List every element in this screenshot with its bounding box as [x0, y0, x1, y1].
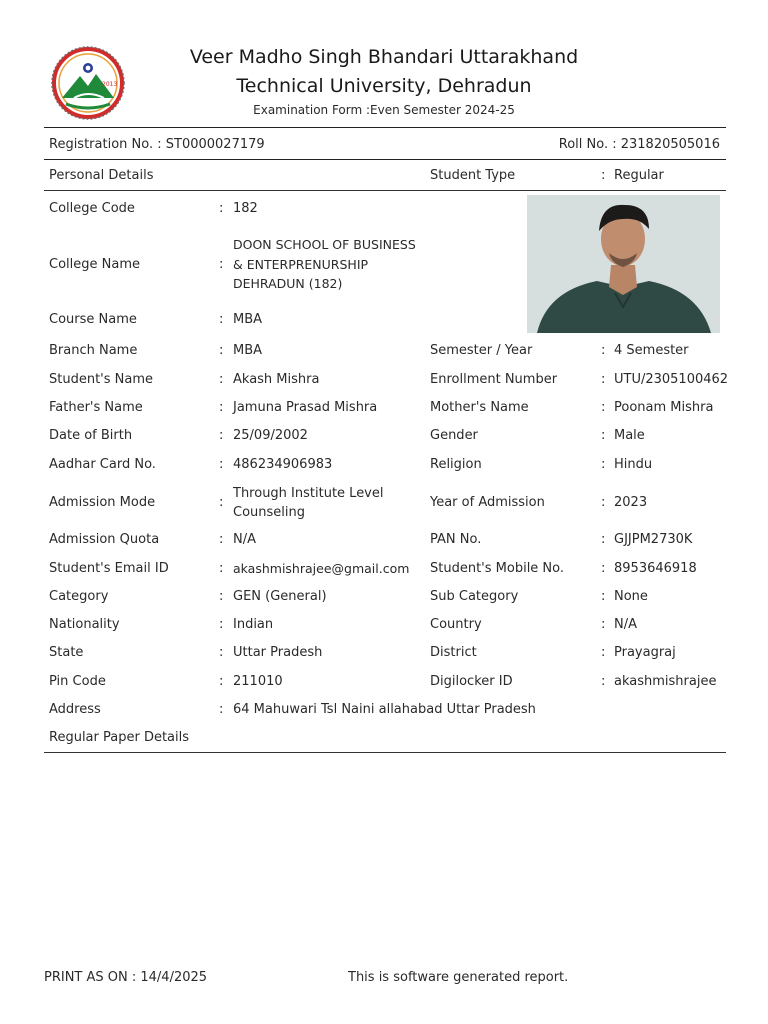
admission-mode-line1: Through Institute Level: [233, 486, 384, 501]
branch-name-label: Branch Name: [49, 343, 138, 358]
branch-name-value: MBA: [233, 343, 263, 358]
year-of-admission-label: Year of Admission: [430, 495, 545, 510]
state-label: State: [49, 645, 84, 660]
address-value: 64 Mahuwari Tsl Naini allahabad Uttar Pradesh: [233, 702, 536, 717]
colon: :: [219, 702, 224, 717]
student-name-value: Akash Mishra: [233, 372, 320, 387]
roll-number: Roll No. : 231820505016: [558, 137, 720, 152]
colon: :: [219, 674, 224, 689]
print-date: PRINT AS ON : 14/4/2025: [44, 970, 208, 985]
dob-label: Date of Birth: [49, 428, 133, 443]
enrollment-number-value: UTU/2305100462: [614, 372, 729, 387]
regular-divider: [44, 752, 726, 753]
district-label: District: [430, 645, 477, 660]
mother-name-value: Poonam Mishra: [614, 400, 714, 415]
college-name-line3: DEHRADUN (182): [233, 276, 343, 291]
college-code-value: 182: [233, 201, 258, 216]
meta-divider: [44, 159, 726, 160]
digilocker-value: akashmishrajee: [614, 674, 717, 689]
colon: :: [219, 495, 224, 510]
gender-value: Male: [614, 428, 645, 443]
gender-label: Gender: [430, 428, 478, 443]
semester-year-value: 4 Semester: [614, 343, 689, 358]
section-personal-details: Personal Details: [49, 168, 154, 183]
colon: :: [601, 674, 606, 689]
colon: :: [601, 617, 606, 632]
colon: :: [219, 312, 224, 327]
colon: :: [219, 257, 224, 272]
category-label: Category: [49, 589, 109, 604]
pin-code-value: 211010: [233, 674, 283, 689]
colon: :: [601, 645, 606, 660]
software-generated-note: This is software generated report.: [348, 970, 569, 985]
father-name-label: Father's Name: [49, 400, 143, 415]
header-divider: [44, 127, 726, 128]
religion-label: Religion: [430, 457, 482, 472]
dob-value: 25/09/2002: [233, 428, 308, 443]
country-value: N/A: [614, 617, 637, 632]
student-name-label: Student's Name: [49, 372, 154, 387]
father-name-value: Jamuna Prasad Mishra: [233, 400, 378, 415]
colon: :: [219, 400, 224, 415]
colon: :: [601, 532, 606, 547]
colon: :: [601, 457, 606, 472]
digilocker-label: Digilocker ID: [430, 674, 513, 689]
mobile-label: Student's Mobile No.: [430, 561, 565, 576]
colon: :: [601, 168, 606, 183]
colon: :: [219, 428, 224, 443]
course-name-label: Course Name: [49, 312, 137, 327]
colon: :: [601, 561, 606, 576]
university-name-line1: Veer Madho Singh Bhandari Uttarakhand: [189, 46, 579, 68]
enrollment-number-label: Enrollment Number: [430, 372, 558, 387]
registration-number: Registration No. : ST0000027179: [49, 137, 265, 152]
colon: :: [219, 645, 224, 660]
student-type-label: Student Type: [430, 168, 516, 183]
country-label: Country: [430, 617, 482, 632]
colon: :: [601, 372, 606, 387]
colon: :: [219, 617, 224, 632]
course-name-value: MBA: [233, 312, 263, 327]
pan-value: GJJPM2730K: [614, 532, 693, 547]
university-name-line2: Technical University, Dehradun: [236, 75, 532, 97]
year-of-admission-value: 2023: [614, 495, 648, 510]
religion-value: Hindu: [614, 457, 653, 472]
student-type-value: Regular: [614, 168, 664, 183]
college-code-label: College Code: [49, 201, 135, 216]
section-regular-paper-details: Regular Paper Details: [49, 730, 190, 745]
colon: :: [601, 400, 606, 415]
admission-mode-label: Admission Mode: [49, 495, 156, 510]
colon: :: [601, 495, 606, 510]
state-value: Uttar Pradesh: [233, 645, 323, 660]
aadhar-label: Aadhar Card No.: [49, 457, 156, 472]
svg-text:2013: 2013: [102, 81, 118, 88]
nationality-value: Indian: [233, 617, 274, 632]
mobile-value: 8953646918: [614, 561, 697, 576]
nationality-label: Nationality: [49, 617, 120, 632]
colon: :: [601, 589, 606, 604]
sub-category-label: Sub Category: [430, 589, 519, 604]
sub-category-value: None: [614, 589, 648, 604]
aadhar-value: 486234906983: [233, 457, 333, 472]
pan-label: PAN No.: [430, 532, 482, 547]
pin-code-label: Pin Code: [49, 674, 106, 689]
college-name-line1: DOON SCHOOL OF BUSINESS: [233, 237, 416, 252]
colon: :: [219, 201, 224, 216]
email-value: akashmishrajee@gmail.com: [233, 561, 410, 576]
admission-quota-value: N/A: [233, 532, 256, 547]
address-label: Address: [49, 702, 101, 717]
email-label: Student's Email ID: [49, 561, 169, 576]
college-name-label: College Name: [49, 257, 140, 272]
category-value: GEN (General): [233, 589, 327, 604]
colon: :: [219, 343, 224, 358]
personal-divider: [44, 190, 726, 191]
admission-quota-label: Admission Quota: [49, 532, 160, 547]
colon: :: [219, 532, 224, 547]
colon: :: [219, 372, 224, 387]
college-name-line2: & ENTERPRENURSHIP: [233, 257, 369, 272]
admission-mode-line2: Counseling: [233, 505, 305, 520]
colon: :: [219, 457, 224, 472]
colon: :: [601, 428, 606, 443]
exam-form-title: Examination Form :Even Semester 2024-25: [253, 103, 515, 117]
student-photo: [527, 195, 720, 333]
mother-name-label: Mother's Name: [430, 400, 529, 415]
semester-year-label: Semester / Year: [430, 343, 533, 358]
district-value: Prayagraj: [614, 645, 676, 660]
colon: :: [219, 561, 224, 576]
colon: :: [219, 589, 224, 604]
colon: :: [601, 343, 606, 358]
